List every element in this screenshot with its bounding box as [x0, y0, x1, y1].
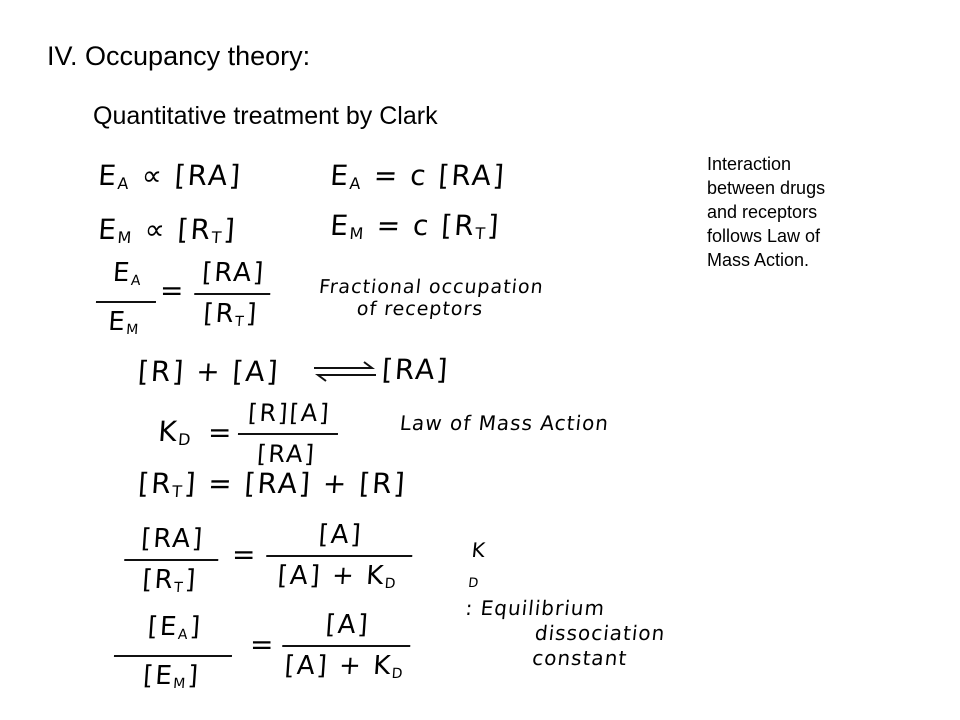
- side-note-line: Interaction: [707, 154, 792, 174]
- frac-ra-rt: [RA] $[R_T]$: [191, 258, 273, 337]
- frac-a-over-a-plus-kd-2: [A] $[A] + K_D$: [279, 610, 413, 689]
- eq-reaction-right: [RA]: [380, 353, 451, 386]
- eq-em-proportional: $E_M \propto [R_T]$: [97, 213, 238, 247]
- note-fractional-occupation: Fractional occupation of receptors: [318, 276, 545, 320]
- frac-ea-over-em: $[E_A]$ $[E_M]$: [111, 612, 235, 699]
- equals-sign: =: [160, 274, 184, 307]
- eq-conservation: $[R_T] = [RA] + [R]$: [137, 467, 408, 501]
- side-note-line: Mass Action.: [707, 250, 810, 270]
- eq-ea-equals: $E_A = c$ [RA]: [329, 159, 508, 193]
- equals-sign: =: [232, 538, 256, 571]
- equals-sign: =: [208, 416, 232, 449]
- side-note-line: follows Law of: [707, 226, 821, 246]
- frac-ra-over-rt: [RA] $[R_T]$: [121, 524, 221, 603]
- slide-title: IV. Occupancy theory:: [47, 41, 311, 71]
- side-note-line: and receptors: [707, 202, 818, 222]
- frac-a-over-a-plus-kd: [A] $[A] + K_D$: [263, 520, 415, 599]
- frac-ea-em: $E_A$ $E_M$: [93, 258, 159, 345]
- note-law-of-mass-action: Law of Mass Action: [398, 411, 611, 435]
- side-note: [707, 152, 897, 272]
- equilibrium-arrow-icon: [312, 360, 378, 382]
- eq-reaction-left: [R] + [A]: [136, 355, 281, 388]
- equals-sign: =: [250, 628, 274, 661]
- kd-symbol: $K_D$: [157, 415, 194, 449]
- side-note-line: between drugs: [707, 178, 826, 198]
- eq-ea-proportional: $E_A \propto [RA]$: [97, 159, 244, 193]
- slide-subtitle: Quantitative treatment by Clark: [93, 102, 438, 130]
- frac-kd: [R][A] [RA]: [236, 398, 341, 469]
- eq-em-equals: $E_M = c$ $[R_T]$: [329, 209, 502, 243]
- note-kd-definition: K $_D$ : Equilibrium dissociation constant: [464, 538, 667, 670]
